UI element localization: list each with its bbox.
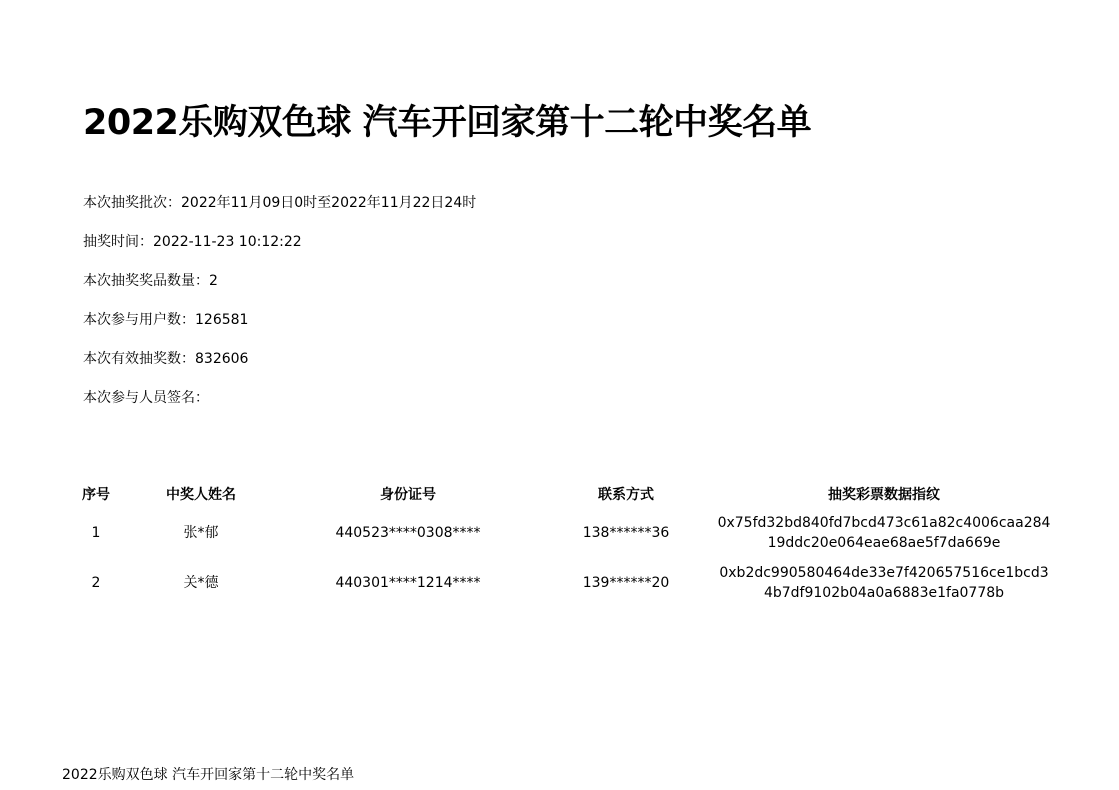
header-contact: 联系方式 [598,487,654,503]
table-header-row [70,480,1052,508]
fingerprint-cell [716,558,1052,608]
fingerprint-cell [716,508,1052,558]
fingerprint-text: 0x75fd32bd840fd7bcd473c61a82c4006caa28419ddc20e064eae68ae5f7da669e [717,515,1051,551]
winner-name-cell: 张*郁 [183,525,219,541]
page-footer: 2022乐购双色球 汽车开回家第十二轮中奖名单 [62,767,355,783]
id-number-cell: 440523****0308**** [335,525,481,541]
header-winner-name: 中奖人姓名 [166,487,236,503]
seq-cell: 2 [91,575,101,591]
contact-cell: 139******20 [582,575,670,591]
valid-draw-count: 本次有效抽奖数：832606 [83,351,249,367]
contact-cell: 138******36 [582,525,670,541]
id-number-cell: 440301****1214**** [335,575,481,591]
header-fingerprint: 抽奖彩票数据指纹 [828,487,940,503]
winners-table [70,480,1052,608]
header-id-number: 身份证号 [380,487,436,503]
fingerprint-text: 0xb2dc990580464de33e7f420657516ce1bcd34b7df9102b04a0a6883e1fa0778b [719,565,1049,601]
draw-batch: 本次抽奖批次：2022年11月09日0时至2022年11月22日24时 [83,195,477,211]
prize-count: 本次抽奖奖品数量：2 [83,273,218,289]
draw-info [83,193,476,427]
table-row [70,508,1052,558]
participant-signature: 本次参与人员签名： [83,390,209,406]
participant-count: 本次参与用户数：126581 [83,312,249,328]
seq-cell: 1 [91,525,101,541]
winner-name-cell: 关*德 [183,575,219,591]
table-row [70,558,1052,608]
draw-time: 抽奖时间：2022-11-23 10:12:22 [83,234,302,250]
page-title: 2022乐购双色球 汽车开回家第十二轮中奖名单 [83,103,812,143]
header-seq: 序号 [82,487,110,503]
